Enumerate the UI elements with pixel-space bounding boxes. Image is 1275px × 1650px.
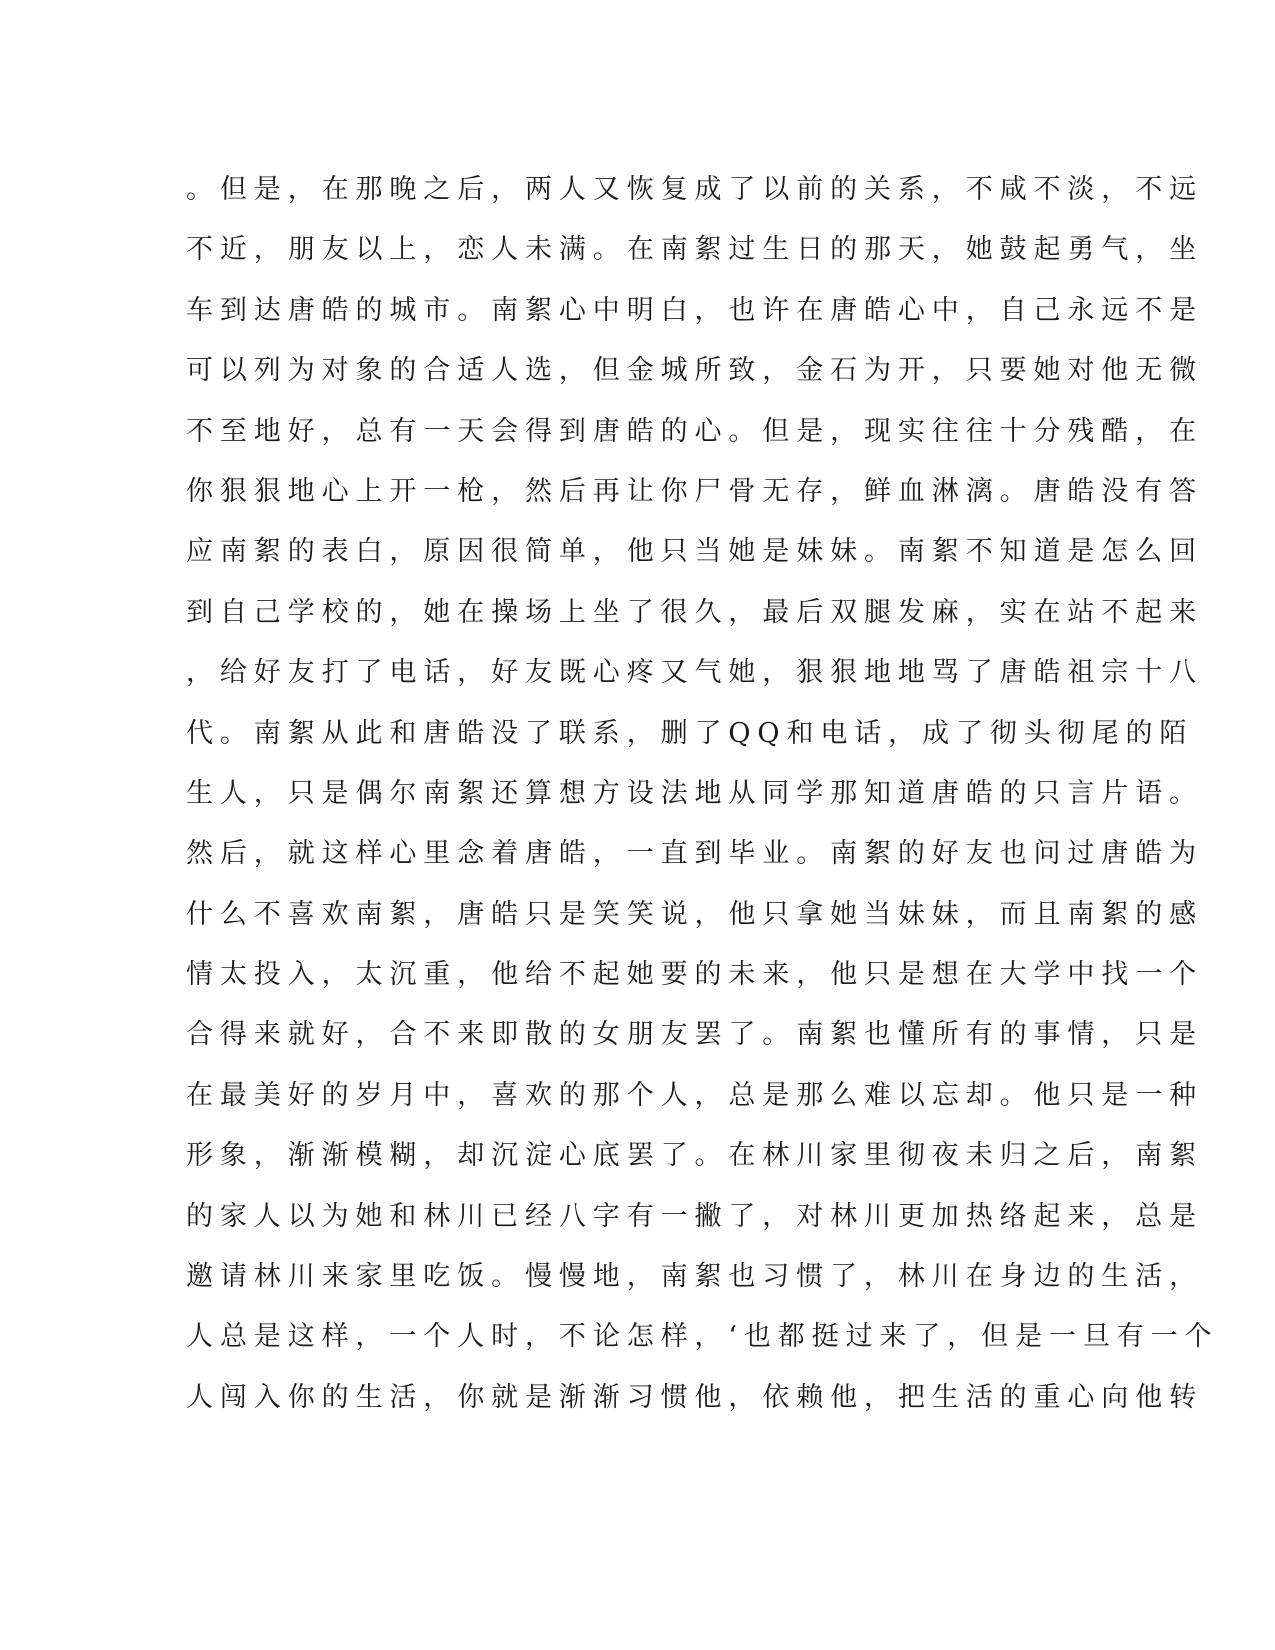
text-line: 什么不喜欢南絮，唐皓只是笑笑说，他只拿她当妹妹，而且南絮的感 (186, 898, 1203, 930)
text-line: 可以列为对象的合适人选，但金城所致，金石为开，只要她对他无微 (186, 355, 1203, 387)
text-line: 在最美好的岁月中，喜欢的那个人，总是那么难以忘却。他只是一种 (186, 1079, 1203, 1111)
text-line: 情太投入，太沉重，他给不起她要的未来，他只是想在大学中找一个 (186, 959, 1203, 991)
body-text (186, 160, 1219, 1428)
text-line: 生人，只是偶尔南絮还算想方设法地从同学那知道唐皓的只言片语。 (186, 777, 1203, 809)
text-line: 邀请林川来家里吃饭。慢慢地，南絮也习惯了，林川在身边的生活， (186, 1261, 1203, 1293)
text-line: ，给好友打了电话，好友既心疼又气她，狠狠地地骂了唐皓祖宗十八 (186, 657, 1203, 689)
text-line: 合得来就好，合不来即散的女朋友罢了。南絮也懂所有的事情，只是 (186, 1019, 1203, 1051)
text-line: 然后，就这样心里念着唐皓，一直到毕业。南絮的好友也问过唐皓为 (186, 838, 1203, 870)
text-line: 应南絮的表白，原因很简单，他只当她是妹妹。南絮不知道是怎么回 (186, 536, 1203, 568)
text-line: 你狠狠地心上开一枪，然后再让你尸骨无存，鲜血淋漓。唐皓没有答 (186, 475, 1203, 507)
text-line: 代。南絮从此和唐皓没了联系，删了QQ和电话，成了彻头彻尾的陌 (186, 717, 1194, 749)
text-line: 形象，渐渐模糊，却沉淀心底罢了。在林川家里彻夜未归之后，南絮 (186, 1140, 1203, 1172)
text-line: 不至地好，总有一天会得到唐皓的心。但是，现实往往十分残酷，在 (186, 415, 1203, 447)
text-line: 车到达唐皓的城市。南絮心中明白，也许在唐皓心中，自己永远不是 (186, 294, 1203, 326)
text-line: 人闯入你的生活，你就是渐渐习惯他，依赖他，把生活的重心向他转 (186, 1381, 1203, 1413)
text-line: 。但是，在那晚之后，两人又恢复成了以前的关系，不咸不淡，不远 (186, 174, 1203, 205)
text-line: 到自己学校的，她在操场上坐了很久，最后双腿发麻，实在站不起来 (186, 596, 1203, 628)
text-line: 的家人以为她和林川已经八字有一撇了，对林川更加热络起来，总是 (186, 1200, 1203, 1232)
text-line: 人总是这样，一个人时，不论怎样，‘也都挺过来了，但是一旦有一个 (186, 1321, 1219, 1353)
text-line: 不近，朋友以上，恋人未满。在南絮过生日的那天，她鼓起勇气，坐 (186, 234, 1203, 266)
